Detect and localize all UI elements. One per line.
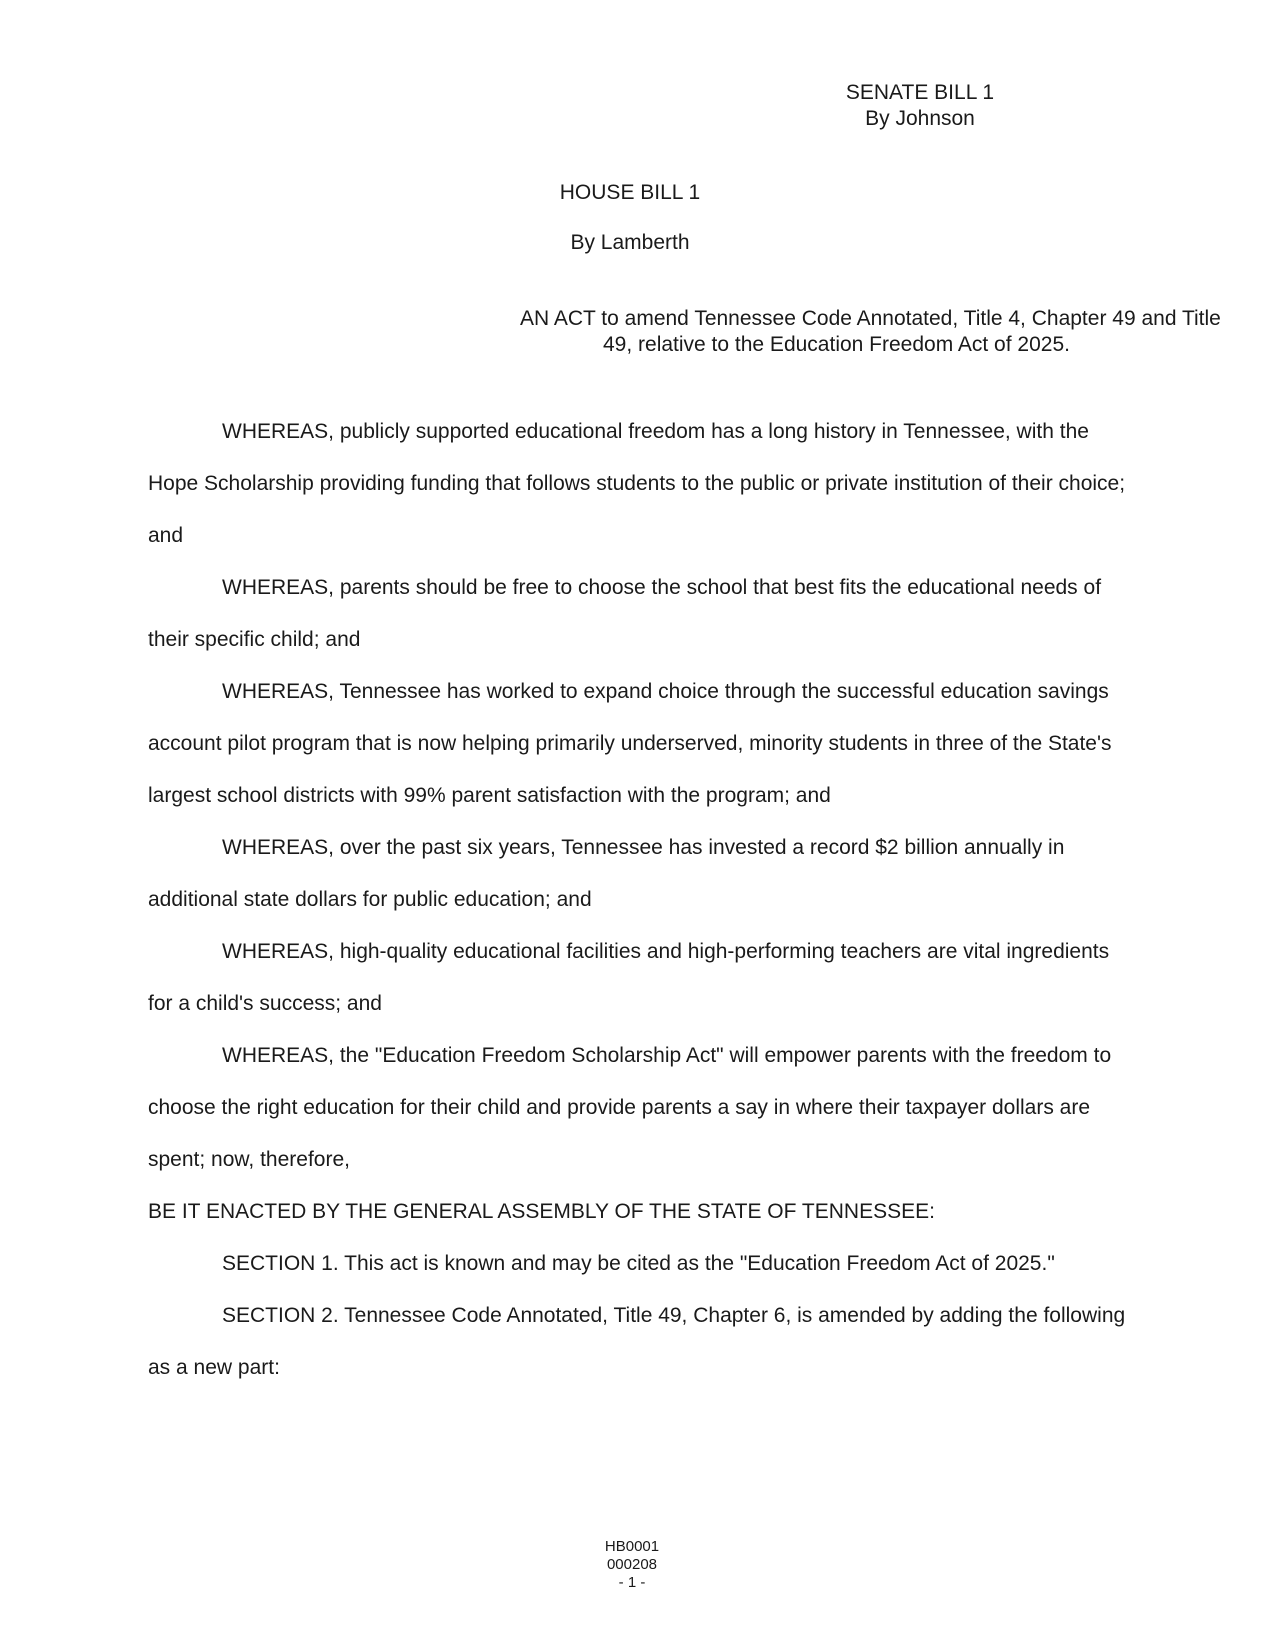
whereas-paragraph-2: WHEREAS, parents should be free to choose the school that best fits the educational needs of their specific child; and	[148, 576, 1102, 651]
senate-bill-number: SENATE BILL 1	[845, 81, 995, 104]
senate-bill-header	[820, 80, 1020, 132]
page-footer	[532, 1538, 732, 1592]
whereas-paragraph-1: WHEREAS, publicly supported educational freedom has a long history in Tennessee, with the Hope Scholarship providing funding that follows students to the public or private institution of their choice; and	[148, 420, 1126, 547]
bill-body	[148, 406, 1128, 1394]
section-2-paragraph: SECTION 2. Tennessee Code Annotated, Title 49, Chapter 6, is amended by adding the following as a new part:	[148, 1304, 1126, 1379]
whereas-paragraph-4: WHEREAS, over the past six years, Tennessee has invested a record $2 billion annually in additional state dollars for public education; and	[148, 836, 1065, 911]
whereas-paragraph-6: WHEREAS, the "Education Freedom Scholarship Act" will empower parents with the freedom to choose the right education for their child and provide parents a say in where their taxpayer dollars are spent; now, therefore,	[148, 1044, 1112, 1171]
footer-doc-number: 000208	[606, 1556, 658, 1573]
senate-bill-sponsor: By Johnson	[865, 107, 975, 130]
house-bill-number: HOUSE BILL 1	[559, 181, 701, 204]
house-bill-sponsor: By Lamberth	[570, 231, 690, 254]
footer-bill-code: HB0001	[604, 1538, 660, 1555]
whereas-paragraph-3: WHEREAS, Tennessee has worked to expand choice through the successful education savings account pilot program that is now helping primarily underserved, minority students in three of the State's largest school districts with 99% parent satisfaction with the program; and	[148, 680, 1112, 807]
act-caption: AN ACT to amend Tennessee Code Annotated, Title 4, Chapter 49 and Title 49, relative to the Education Freedom Act of 2025.	[520, 307, 1221, 356]
footer-page-number: - 1 -	[618, 1574, 646, 1591]
section-1-paragraph: SECTION 1. This act is known and may be cited as the "Education Freedom Act of 2025."	[222, 1252, 1055, 1275]
enacting-clause: BE IT ENACTED BY THE GENERAL ASSEMBLY OF THE STATE OF TENNESSEE:	[148, 1200, 935, 1223]
house-bill-header	[480, 180, 780, 256]
whereas-paragraph-5: WHEREAS, high-quality educational facilities and high-performing teachers are vital ingredients for a child's success; and	[148, 940, 1110, 1015]
